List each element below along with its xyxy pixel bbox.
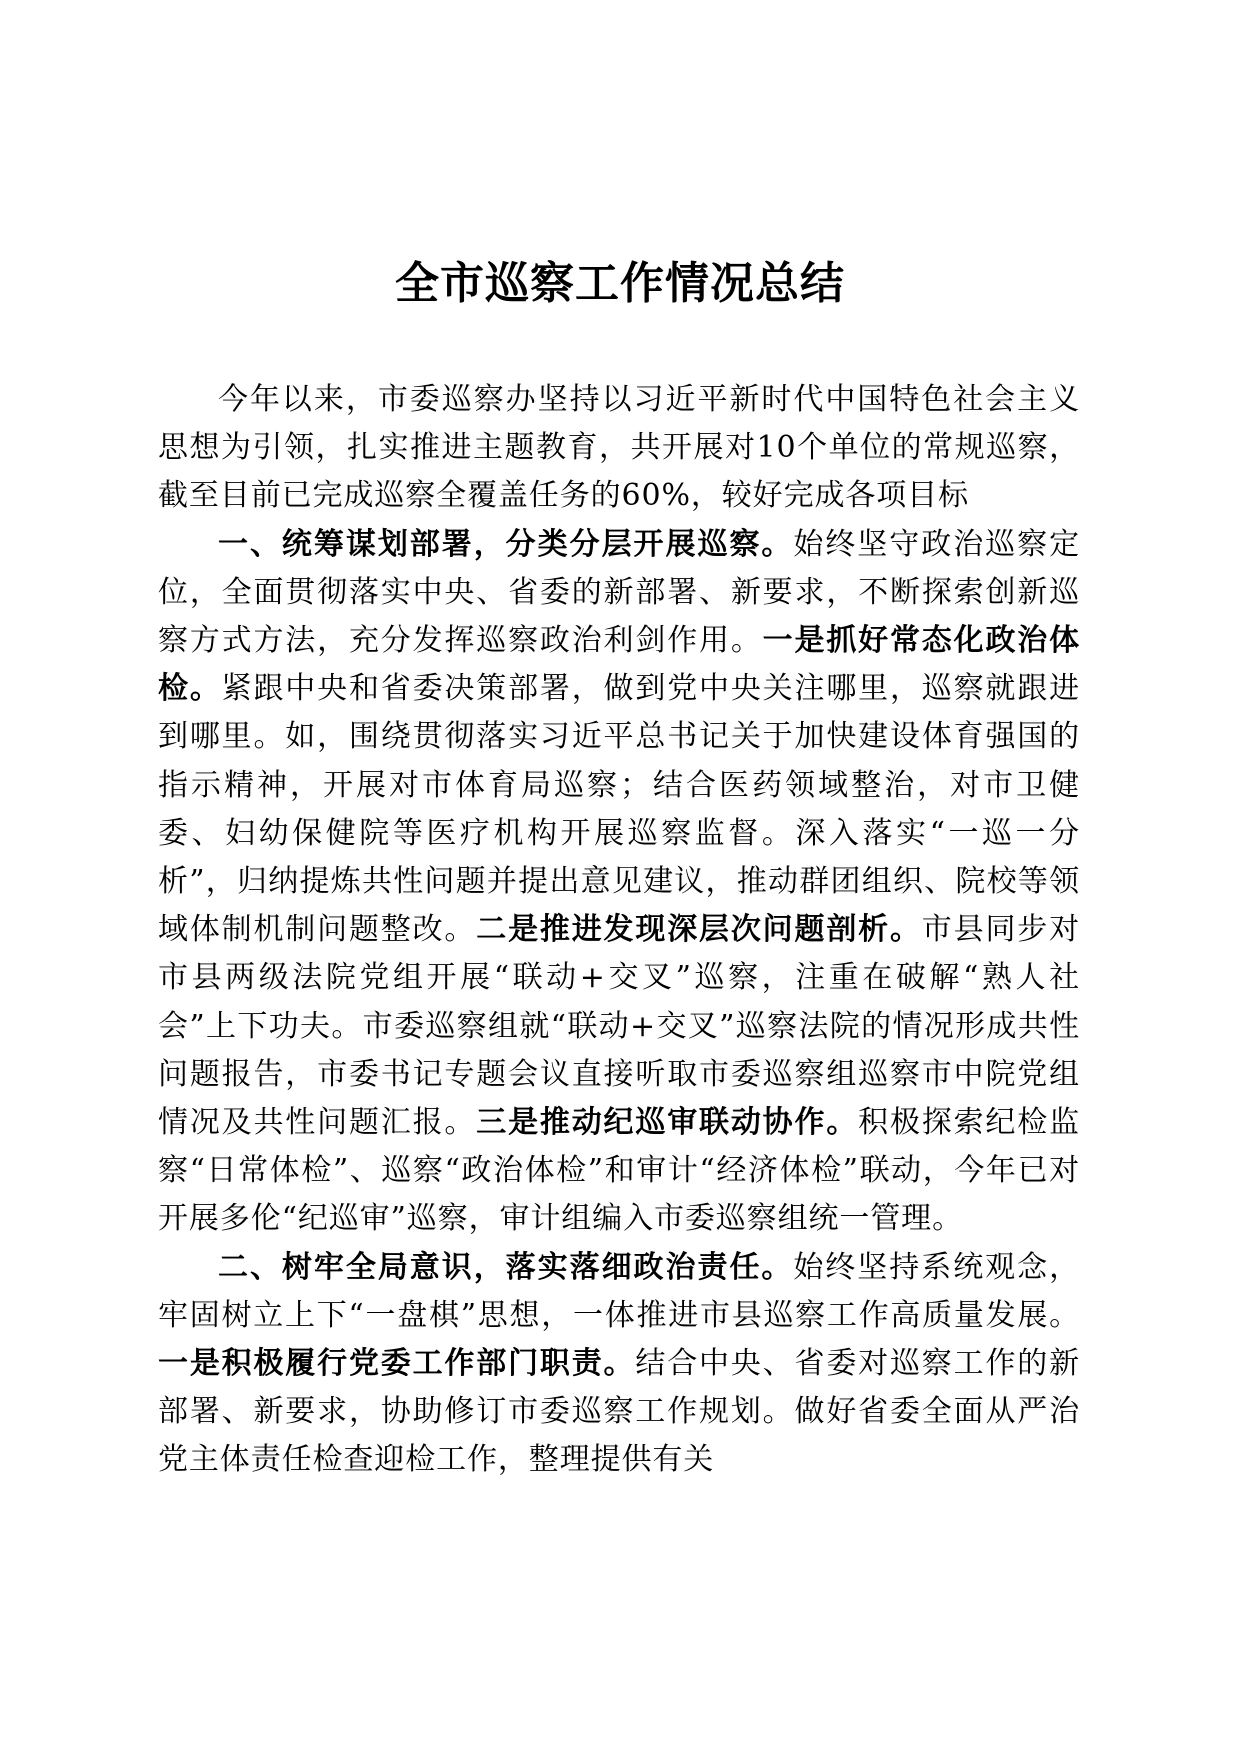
paragraph-text: 紧跟中央和省委决策部署，做到党中央关注哪里，巡察就跟进到哪里。如，围绕贯彻落实习近平总书记关于加快建设体育强国的指示精神，开展对市体育局巡察；结合医药领域整治，对市卫健委、妇幼保健院等医疗机构开展巡察监督。深入落实“一巡一分析”，归纳提炼共性问题并提出意见建议，推动群团组织、院校等领域体制机制问题整改。 [158, 671, 1080, 948]
paragraph-section-2 [158, 1244, 1080, 1485]
paragraph-text: 始终坚守政治巡察定位，全面贯彻落实中央、省委的新部署、新要求，不断探索创新巡察方式方法，充分发挥巡察政治利剑作用。 [158, 526, 1080, 659]
paragraph-text: 始终坚持系统观念，牢固树立上下“一盘棋”思想，一体推进市县巡察工作高质量发展。 [158, 1249, 1080, 1333]
subsection-heading: 一是抓好常态化政治体检。 [158, 623, 1080, 707]
paragraph-text: 市县同步对市县两级法院党组开展“联动+交叉”巡察，注重在破解“熟人社会”上下功夫。市委巡察组就“联动+交叉”巡察法院的情况形成共性问题报告，市委书记专题会议直接听取市委巡察组巡察市中院党组情况及共性问题汇报。 [158, 912, 1080, 1141]
subsection-heading: 二是推进发现深层次问题剖析。 [476, 912, 922, 948]
subsection-heading: 三是推动纪巡审联动协作。 [476, 1105, 859, 1141]
paragraph-text: 今年以来，市委巡察办坚持以习近平新时代中国特色社会主义思想为引领，扎实推进主题教育，共开展对10个单位的常规巡察，截至目前已完成巡察全覆盖任务的60%，较好完成各项目标 [158, 382, 1080, 514]
paragraph-text: 积极探索纪检监察“日常体检”、巡察“政治体检”和审计“经济体检”联动，今年已对开展多伦“纪巡审”巡察，审计组编入市委巡察组统一管理。 [158, 1105, 1080, 1237]
document-body [158, 376, 1080, 1485]
paragraph-intro [158, 376, 1080, 521]
paragraph-text: 结合中央、省委对巡察工作的新部署、新要求，协助修订市委巡察工作规划。做好省委全面从严治党主体责任检查迎检工作，整理提供有关 [158, 1346, 1080, 1478]
section-heading: 二、树牢全局意识，落实落细政治责任。 [218, 1249, 794, 1285]
section-heading: 一、统筹谋划部署，分类分层开展巡察。 [218, 526, 794, 562]
paragraph-section-1 [158, 521, 1080, 1244]
subsection-heading: 一是积极履行党委工作部门职责。 [158, 1346, 636, 1382]
document-title: 全市巡察工作情况总结 [395, 258, 845, 309]
